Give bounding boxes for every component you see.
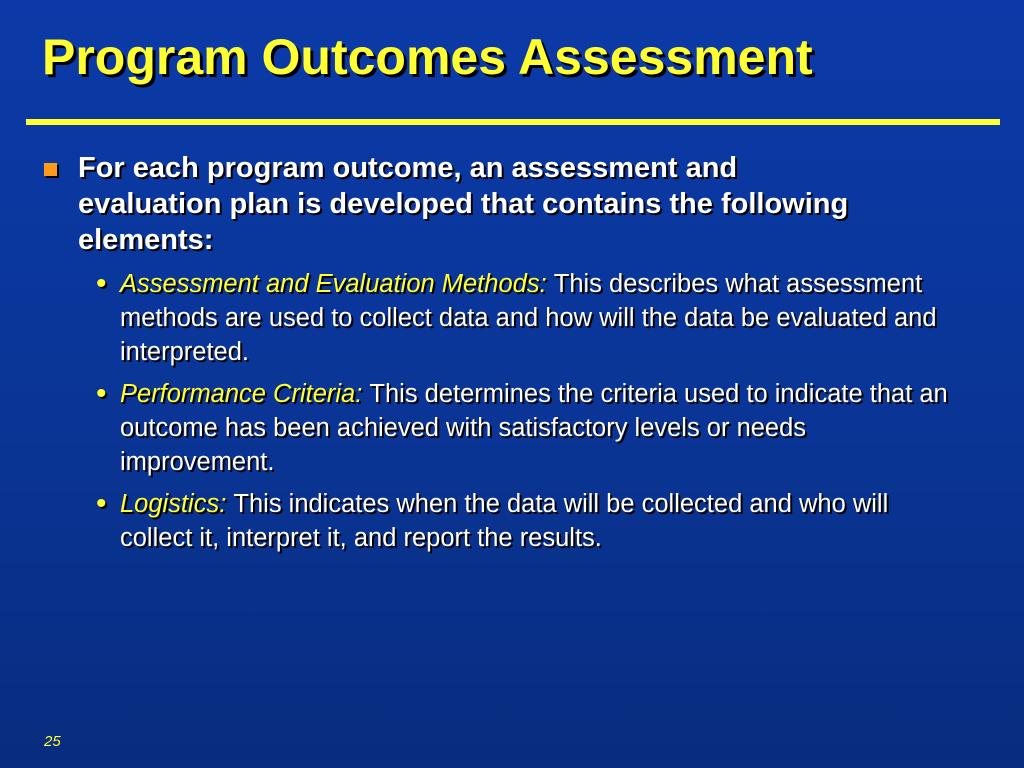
sub-bullet-separator: : xyxy=(539,270,554,298)
slide-content xyxy=(40,150,980,563)
square-bullet-icon xyxy=(44,163,57,176)
title-underline-rule xyxy=(26,119,1000,125)
dot-bullet-icon: • xyxy=(96,377,107,410)
sub-bullet-text: This determines the criteria used to indicate that an outcome has been achieved with satisfactory levels or needs improvement. xyxy=(120,380,948,476)
main-bullet-text: For each program outcome, an assessment and evaluation plan is developed that contains the following elements: xyxy=(78,152,849,256)
sub-bullet-separator: : xyxy=(219,490,234,518)
page-number: 25 xyxy=(44,733,61,750)
sub-bullet-text: This describes what assessment methods are used to collect data and how will the data be evaluated and interpreted. xyxy=(120,270,937,366)
main-bullet-point xyxy=(40,150,868,258)
sub-bullet-separator: : xyxy=(355,380,370,408)
sub-bullet-term: Logistics xyxy=(120,490,220,518)
slide-title: Program Outcomes Assessment xyxy=(42,29,813,85)
sub-bullet-assessment-methods xyxy=(40,267,950,369)
dot-bullet-icon: • xyxy=(96,267,107,300)
sub-bullet-term: Performance Criteria xyxy=(120,380,356,408)
sub-bullet-performance-criteria xyxy=(40,377,950,479)
sub-bullet-list xyxy=(40,267,980,555)
sub-bullet-term: Assessment and Evaluation Methods xyxy=(120,270,540,298)
dot-bullet-icon: • xyxy=(96,487,107,520)
sub-bullet-logistics xyxy=(40,487,950,555)
sub-bullet-text: This indicates when the data will be collected and who will collect it, interpret it, and report the results. xyxy=(120,490,889,552)
